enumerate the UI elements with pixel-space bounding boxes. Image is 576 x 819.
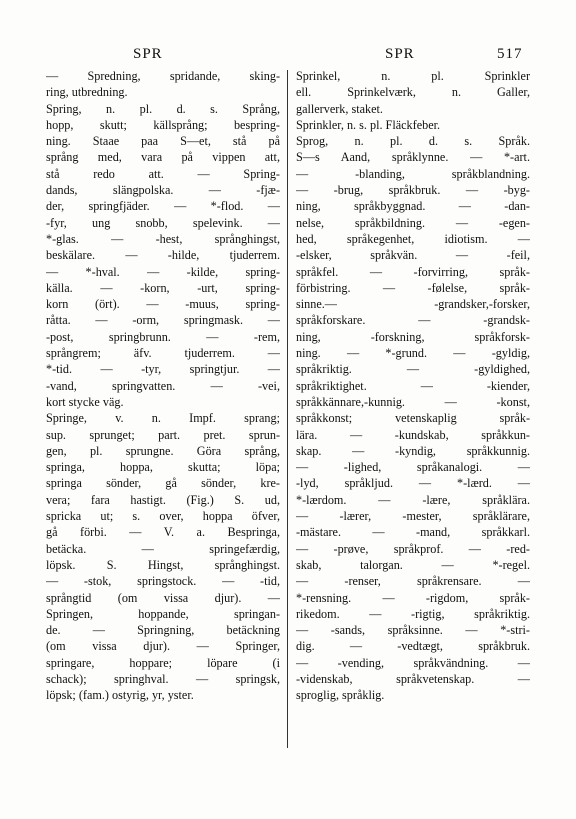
text-line: språng med, vara på vippen att, — [46, 150, 280, 165]
right-column — [296, 68, 530, 704]
text-line: — *-hval. — -kilde, spring- — [46, 264, 280, 279]
text-line: språkfel. — -forvirring, språk- — [296, 264, 530, 279]
running-header — [0, 46, 576, 66]
text-line: — -lærer, -mester, språklärare, — [296, 509, 530, 524]
text-line: gallerverk, staket. — [296, 101, 383, 116]
text-line: -mästare. — -mand, språkkarl. — [296, 525, 530, 540]
text-line: Sprinkler, n. s. pl. Fläckfeber. — [296, 117, 441, 132]
text-line: -fyr, ung snobb, spelevink. — — [46, 215, 280, 230]
text-line: löpsk; (fam.) ostyrig, yr, yster. — [46, 688, 194, 703]
text-line: ring, utbredning. — [46, 85, 128, 100]
text-line: Springen, hoppande, springan- — [46, 606, 280, 621]
text-line: der, springfjäder. — *-flod. — — [46, 199, 280, 214]
text-line: språngtid (om vissa djur). — — [46, 590, 280, 605]
text-line: skab, talorgan. — *-regel. — [296, 557, 530, 572]
text-line: råtta. — -orm, springmask. — — [46, 313, 280, 328]
text-line: Springe, v. n. Impf. sprang; — [46, 411, 280, 426]
text-line: språkriktighet. — -kiender, — [296, 378, 530, 393]
header-right-keyword: SPR — [385, 46, 415, 62]
text-line: betäcka. — springefærdig, — [46, 541, 280, 556]
text-line: ning. Staae paa S—et, stå på — [46, 134, 280, 149]
text-line: — -brug, språkbruk. — -byg- — [296, 183, 530, 198]
text-line: beskälare. — -hilde, tjuderrem. — [46, 248, 280, 263]
text-line: — -vending, språkvändning. — — [296, 655, 530, 670]
text-line: hed, språkegenhet, idiotism. — — [296, 231, 530, 246]
text-line: -vand, springvatten. — -vei, — [46, 378, 280, 393]
text-line: förbistring. — -følelse, språk- — [296, 280, 530, 295]
text-line: *-rensning. — -rigdom, språk- — [296, 590, 530, 605]
text-line: källa. — -korn, -urt, spring- — [46, 280, 280, 295]
text-line: — -lighed, språkanalogi. — — [296, 460, 530, 475]
text-line: S—s Aand, språklynne. — *-art. — [296, 150, 530, 165]
text-line: ning, språkbyggnad. — -dan- — [296, 199, 530, 214]
text-line: -videnskab, språkvetenskap. — — [296, 671, 530, 686]
text-line: språkriktig. — -gyldighed, — [296, 362, 530, 377]
column-divider — [287, 70, 288, 748]
text-line: — Spredning, spridande, sking- — [46, 69, 280, 83]
text-line: -lyd, språkljud. — *-lærd. — — [296, 476, 530, 491]
header-left-keyword: SPR — [133, 46, 163, 62]
page-number: 517 — [497, 46, 523, 62]
text-line: springa sönder, gå sönder, kre- — [46, 476, 280, 491]
text-line: -post, springbrunn. — -rem, — [46, 329, 280, 344]
text-line: stå redo att. — Spring- — [46, 166, 280, 181]
text-line: dig. — -vedtægt, språkbruk. — [296, 639, 530, 654]
text-line: *-lærdom. — -lære, språklära. — [296, 492, 530, 507]
text-line: ning, -forskning, språkforsk- — [296, 329, 530, 344]
text-line: sinne.— -grandsker,-forsker, — [296, 297, 530, 312]
text-line: — -prøve, språkprof. — -red- — [296, 541, 530, 556]
text-line: spricka ut; s. over, hoppa öfver, — [46, 509, 280, 524]
text-line: skap. — -kyndig, språkkunnig. — [296, 443, 530, 458]
text-line: de. — Springning, betäckning — [46, 623, 280, 638]
text-line: ell. Sprinkelværk, n. Galler, — [296, 85, 530, 100]
text-line: språkkonst; vetenskaplig språk- — [296, 411, 530, 426]
text-line: — -stok, springstock. — -tid, — [46, 574, 280, 589]
text-line: kort stycke väg. — [46, 394, 124, 409]
text-line: springare, hoppare; löpare (i — [46, 655, 280, 670]
text-line: Spring, n. pl. d. s. Språng, — [46, 101, 280, 116]
text-line: — -blanding, språkblandning. — [296, 166, 530, 181]
text-line: (om vissa djur). — Springer, — [46, 639, 280, 654]
text-line: språkforskare. — -grandsk- — [296, 313, 530, 328]
text-line: *-glas. — -hest, språnghingst, — [46, 231, 280, 246]
text-line: ning. — *-grund. — -gyldig, — [296, 346, 530, 361]
text-line: gen, pl. sprungne. Göra språng, — [46, 443, 280, 458]
text-line: hopp, skutt; källsprång; bespring- — [46, 117, 280, 132]
text-line: dands, slängpolska. — -fjæ- — [46, 183, 280, 198]
text-line: sproglig, språklig. — [296, 688, 385, 703]
text-line: språkkännare,-kunnig. — -konst, — [296, 394, 530, 409]
text-line: nelse, språkbildning. — -egen- — [296, 215, 530, 230]
text-line: *-tid. — -tyr, springtjur. — — [46, 362, 280, 377]
text-line: korn (ört). — -muus, spring- — [46, 297, 280, 312]
text-line: — -sands, språksinne. — *-stri- — [296, 623, 530, 638]
text-line: springa, hoppa, skutta; löpa; — [46, 460, 280, 475]
text-line: gå förbi. — V. a. Bespringa, — [46, 525, 280, 540]
left-column — [46, 68, 280, 704]
text-line: löpsk. S. Hingst, språnghingst. — [46, 557, 280, 572]
text-line: språngrem; äfv. tjuderrem. — — [46, 346, 280, 361]
text-line: rikedom. — -rigtig, språkriktig. — [296, 606, 530, 621]
text-line: schack); springhval. — springsk, — [46, 671, 280, 686]
text-line: vera; fara hastigt. (Fig.) S. ud, — [46, 492, 280, 507]
text-line: -elsker, språkvän. — -feil, — [296, 248, 530, 263]
text-line: — -renser, språkrensare. — — [296, 574, 530, 589]
text-line: Sprog, n. pl. d. s. Språk. — [296, 134, 530, 149]
text-line: sup. sprunget; part. pret. sprun- — [46, 427, 280, 442]
text-line: Sprinkel, n. pl. Sprinkler — [296, 69, 530, 83]
text-line: lära. — -kundskab, språkkun- — [296, 427, 530, 442]
